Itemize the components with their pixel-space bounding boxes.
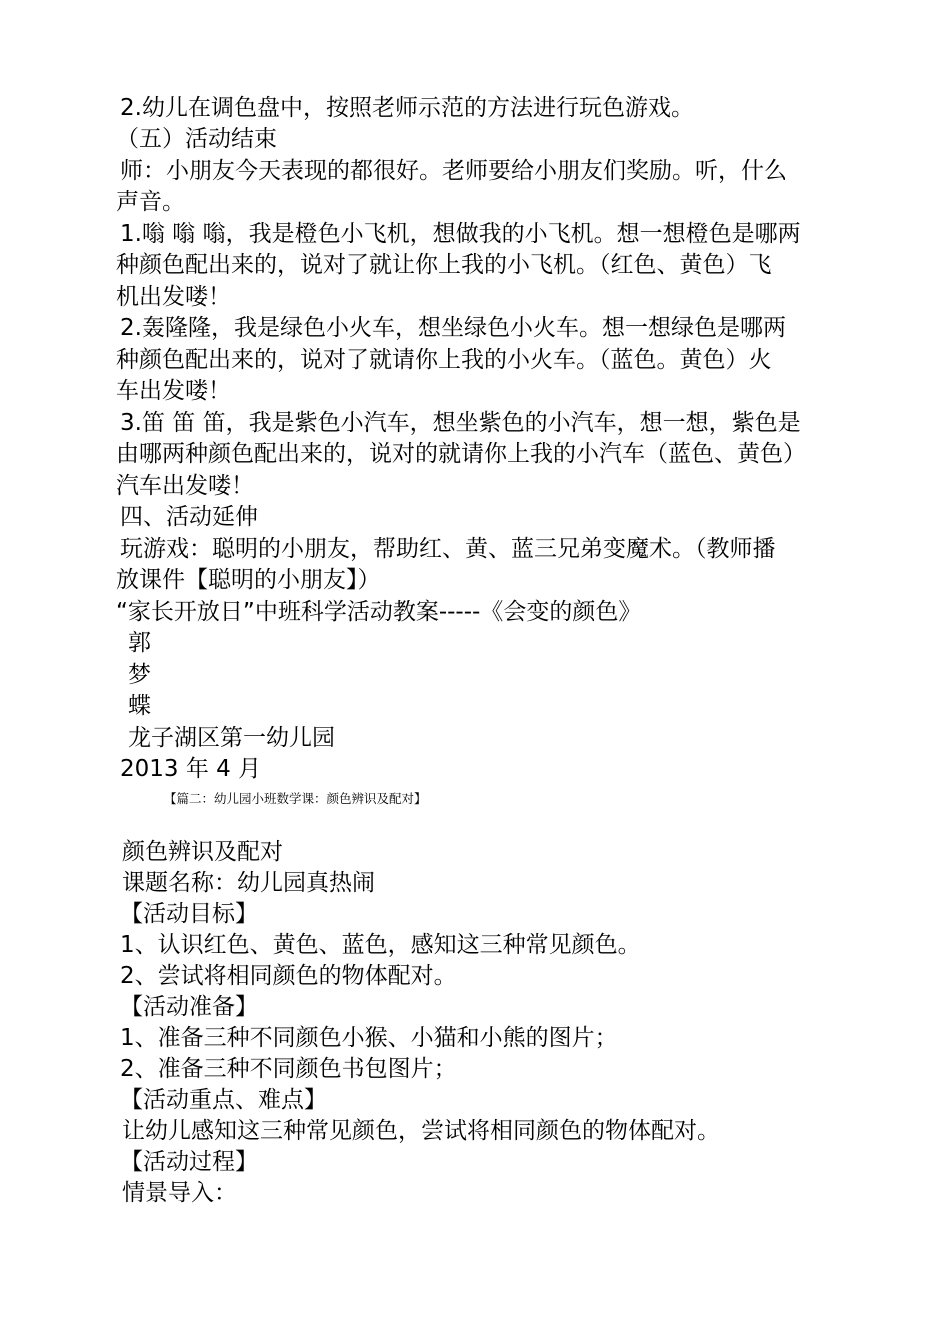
text-line: 【活动目标】 (120, 901, 258, 927)
text-line: 种颜色配出来的，说对了就请你上我的小火车。（蓝色。黄色）火 (116, 347, 772, 373)
text-line: 让幼儿感知这三种常见颜色，尝试将相同颜色的物体配对。 (122, 1118, 720, 1144)
text-line: 1.嗡 嗡 嗡，我是橙色小飞机，想做我的小飞机。想一想橙色是哪两 (120, 221, 801, 247)
text-line: 2.轰隆隆，我是绿色小火车，想坐绿色小火车。想一想绿色是哪两 (120, 315, 786, 341)
text-line: （五）活动结束 (116, 126, 277, 152)
section-heading: 【篇二：幼儿园小班数学课：颜色辨识及配对】 (164, 791, 427, 806)
text-line: 由哪两种颜色配出来的，说对的就请你上我的小汽车（蓝色、黄色） (116, 441, 806, 467)
text-line: 机出发喽！ (116, 284, 231, 310)
text-line: 【活动准备】 (120, 994, 258, 1020)
text-line: 种颜色配出来的，说对了就让你上我的小飞机。（红色、黄色）飞 (116, 252, 772, 278)
text-line: 情景导入： (122, 1180, 237, 1206)
text-line: 3.笛 笛 笛，我是紫色小汽车，想坐紫色的小汽车，想一想，紫色是 (120, 410, 801, 436)
date-line: 2013 年 4 月 (120, 756, 262, 782)
author-char: 梦 (128, 662, 151, 688)
text-line: 车出发喽！ (116, 378, 231, 404)
text-line: 1、认识红色、黄色、蓝色，感知这三种常见颜色。 (120, 932, 641, 958)
document-title: “家长开放日”中班科学活动教案-----《会变的颜色》 (116, 599, 642, 625)
text-line: 【活动重点、难点】 (120, 1087, 327, 1113)
text-line: 四、活动延伸 (120, 504, 258, 530)
text-line: 课题名称：幼儿园真热闹 (122, 870, 375, 896)
author-char: 蝶 (128, 693, 151, 719)
text-line: 【活动过程】 (120, 1149, 258, 1175)
text-line: 声音。 (116, 189, 185, 215)
text-line: 2.幼儿在调色盘中，按照老师示范的方法进行玩色游戏。 (120, 95, 694, 121)
text-line: 2、准备三种不同颜色书包图片； (120, 1056, 457, 1082)
text-line: 汽车出发喽！ (116, 473, 254, 499)
author-char: 郭 (128, 630, 151, 656)
text-line: 玩游戏：聪明的小朋友，帮助红、黄、蓝三兄弟变魔术。（教师播 (120, 536, 776, 562)
text-line: 颜色辨识及配对 (122, 839, 283, 865)
school-name: 龙子湖区第一幼儿园 (128, 725, 335, 751)
text-line: 师：小朋友今天表现的都很好。老师要给小朋友们奖励。听，什么 (120, 158, 787, 184)
text-line: 2、尝试将相同颜色的物体配对。 (120, 963, 457, 989)
text-line: 放课件【聪明的小朋友】） (116, 567, 381, 593)
text-line: 1、准备三种不同颜色小猴、小猫和小熊的图片； (120, 1025, 618, 1051)
